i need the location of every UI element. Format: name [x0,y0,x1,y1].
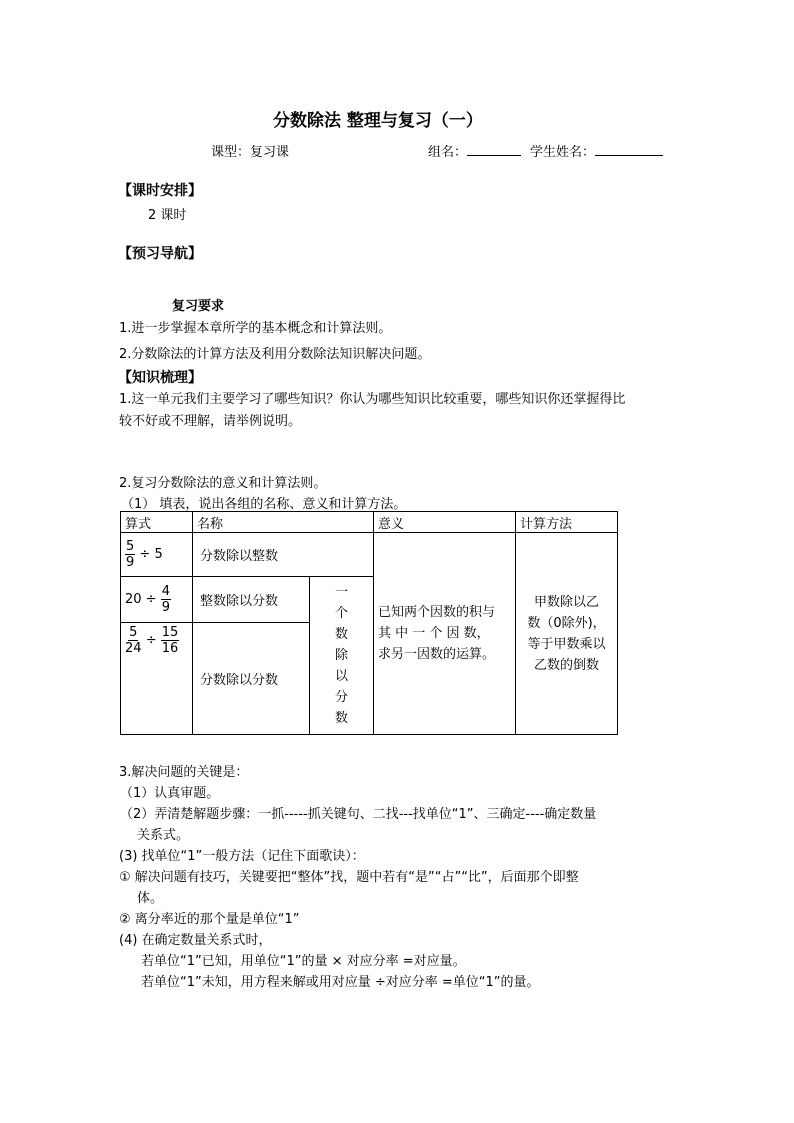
rhyme-1-line-2: 体。 [137,891,164,906]
student-name-field[interactable] [530,141,663,160]
fraction: $\frac{5}{9}$ [126,539,135,570]
rule-1: 若单位“1”已知，用单位“1”的量 × 对应分率 =对应量。 [141,954,466,969]
header-name: 名称 [193,512,374,533]
question-1-line-1: 1.这一单元我们主要学习了哪些知识？你认为哪些知识比较重要，哪些知识你还掌握得比 [119,392,626,407]
name-fraction-by-fraction: 分数除以分数 [193,623,310,735]
name-whole-by-fraction: 整数除以分数 [193,577,310,623]
review-item-2: 2.分数除法的计算方法及利用分数除法知识解决问题。 [119,347,431,362]
method-cell: 甲数除以乙 数（0除外)， 等于甲数乘以 乙数的倒数 [516,533,618,735]
step-2-line-2: 关系式。 [137,828,190,843]
review-requirements-heading: 复习要求 [172,299,225,314]
question-1-line-2: 较不好或不理解，请举例说明。 [119,414,302,429]
header-expression: 算式 [121,512,193,533]
knowledge-heading: 【知识梳理】 [118,370,202,386]
table-row [121,533,618,577]
vertical-label: 一 个 数 除 以 分 数 [310,577,374,735]
preview-heading: 【预习导航】 [118,246,202,262]
rhyme-1-line-1: ① 解决问题有技巧，关键要把“整体”找，题中若有“是”“占”“比”，后面那个即整 [119,870,579,885]
rule-2: 若单位“1”未知，用方程来解或用对应量 ÷对应分率 =单位“1”的量。 [141,975,540,990]
header-meaning: 意义 [374,512,516,533]
group-label: 组名： [428,145,468,160]
rhyme-2: ② 离分率近的那个量是单位“1” [119,912,300,927]
group-blank[interactable] [467,142,521,156]
name-fraction-by-whole: 分数除以整数 [193,533,374,577]
question-2-title: 2.复习分数除法的意义和计算法则。 [119,476,327,491]
expression-3: $\frac{5}{24}$ ÷ $\frac{15}{16}$ [121,623,193,735]
schedule-text: 2 课时 [148,208,187,223]
group-field[interactable] [428,141,521,160]
page-title: 分数除法 整理与复习（一） [273,111,483,131]
table-header-row [121,512,618,533]
fraction: $\frac{5}{24}$ [125,625,142,656]
expression-1: $\frac{5}{9}$ ÷ 5 [121,533,193,577]
header-method: 计算方法 [516,512,618,533]
student-name-blank[interactable] [595,142,663,156]
review-table [120,511,618,735]
review-item-1: 1.进一步掌握本章所学的基本概念和计算法则。 [119,321,392,336]
question-3-title: 3.解决问题的关键是： [119,765,249,780]
schedule-heading: 【课时安排】 [118,183,202,199]
lesson-type: 课型：复习课 [211,145,290,160]
expression-2: 20 ÷ $\frac{4}{9}$ [121,577,193,623]
question-2-sub: （1） 填表，说出各组的名称、意义和计算方法。 [121,497,407,512]
step-2-line-1: （2）弄清楚解题步骤：一抓-----抓关键句、二找---找单位“1”、三确定----确定数量 [120,807,597,822]
step-4: (4) 在确定数量关系式时， [119,933,272,948]
step-1: （1）认真审题。 [120,786,220,801]
fraction: $\frac{15}{16}$ [161,625,179,656]
fraction: $\frac{4}{9}$ [161,584,170,615]
student-name-label: 学生姓名： [530,145,596,160]
step-3: (3) 找单位“1”一般方法（记住下面歌诀）： [119,849,365,864]
meaning-cell: 已知两个因数的积与 其 中 一 个 因 数， 求另一因数的运算。 [374,533,516,735]
